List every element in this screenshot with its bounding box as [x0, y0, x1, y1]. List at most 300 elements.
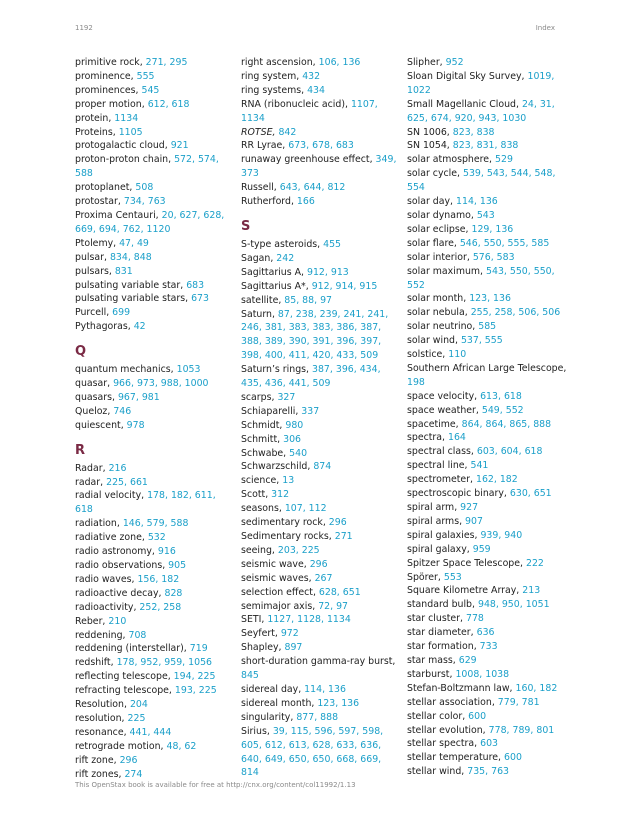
- index-term: semimajor axis,: [241, 600, 319, 612]
- index-page-links[interactable]: 823, 831, 838: [452, 140, 519, 152]
- index-page-links[interactable]: 978: [126, 419, 145, 431]
- index-entry: [241, 139, 401, 153]
- index-term: spectrometer,: [407, 474, 476, 486]
- index-entry: [407, 515, 572, 529]
- index-term: Seyfert,: [241, 628, 281, 640]
- index-entry: [241, 683, 401, 697]
- index-term: Sagittarius A*,: [241, 280, 312, 292]
- index-entry: [407, 459, 572, 473]
- index-entry: [241, 474, 401, 488]
- index-entry: [75, 306, 235, 320]
- index-entry: [241, 70, 401, 84]
- index-term: seeing,: [241, 544, 278, 556]
- index-page-links[interactable]: 980: [285, 419, 304, 431]
- index-page-links[interactable]: 267: [314, 572, 333, 584]
- index-entry: [75, 587, 235, 601]
- index-term: solstice,: [407, 349, 449, 361]
- index-term: Proteins,: [75, 126, 119, 138]
- index-page-links[interactable]: 216: [108, 462, 127, 474]
- index-term: stellar color,: [407, 710, 469, 722]
- index-page-links[interactable]: 24, 31, 625, 674, 920, 943, 1030: [407, 98, 555, 124]
- index-entry: [407, 626, 572, 640]
- index-page-links[interactable]: 106, 136: [318, 57, 361, 68]
- index-entry: [241, 308, 401, 364]
- index-page-links[interactable]: 735, 763: [467, 766, 509, 778]
- index-term: spectral class,: [407, 446, 477, 458]
- index-entry: [241, 363, 401, 391]
- index-term: reflecting telescope,: [75, 671, 174, 683]
- index-term: proton-proton chain,: [75, 154, 175, 166]
- index-term: stellar wind,: [407, 766, 468, 778]
- index-page-links[interactable]: 779, 781: [497, 696, 540, 708]
- index-term: Radar,: [75, 462, 109, 474]
- index-entry: [241, 252, 401, 266]
- index-term: Slipher,: [407, 57, 446, 68]
- index-entry: [75, 279, 235, 293]
- index-page-links[interactable]: 967, 981: [117, 391, 160, 403]
- index-page-links[interactable]: 630, 651: [509, 488, 552, 500]
- index-term: star mass,: [407, 654, 459, 666]
- index-entry: [407, 737, 572, 751]
- index-entry: [75, 726, 235, 740]
- index-page-links[interactable]: 600: [468, 710, 487, 722]
- index-page-links[interactable]: 912, 913: [307, 266, 349, 278]
- index-page-links[interactable]: 508: [135, 182, 154, 194]
- index-page-links[interactable]: 114, 136: [456, 196, 498, 208]
- index-page-links[interactable]: 156, 182: [137, 573, 180, 585]
- index-term: Reber,: [75, 615, 109, 627]
- index-page-links[interactable]: 532: [147, 532, 166, 544]
- footer-note: This OpenStax book is available for free at http://cnx.org/content/col11992/1.13: [75, 781, 356, 789]
- index-term: solar atmosphere,: [407, 154, 496, 166]
- index-page-links[interactable]: 194, 225: [173, 671, 216, 683]
- index-term: selection effect,: [241, 586, 319, 598]
- index-term: solar day,: [407, 196, 457, 208]
- index-page-links[interactable]: 600: [504, 752, 522, 764]
- index-page-links[interactable]: 42: [133, 321, 146, 333]
- index-entry: [407, 237, 572, 251]
- index-entry: [407, 292, 572, 306]
- index-page-links[interactable]: 959: [472, 543, 491, 555]
- index-entry: [241, 447, 401, 461]
- index-page-links[interactable]: 673, 678, 683: [288, 140, 354, 152]
- index-page-links[interactable]: 555: [136, 70, 155, 82]
- index-entry: [75, 363, 235, 377]
- index-page-links[interactable]: 845: [241, 670, 259, 682]
- index-term: Pythagoras,: [75, 321, 134, 333]
- index-entry: [75, 740, 235, 754]
- index-term: solar interior,: [407, 251, 473, 263]
- index-page-links[interactable]: 734, 763: [123, 196, 166, 208]
- index-page-links[interactable]: 271, 295: [145, 57, 188, 68]
- index-entry: [407, 265, 572, 293]
- index-term: stellar evolution,: [407, 724, 489, 736]
- index-page-links[interactable]: 129, 136: [471, 223, 514, 235]
- index-term: spiral arms,: [407, 515, 466, 527]
- index-page-links[interactable]: 834, 848: [109, 251, 152, 263]
- index-column-2: [241, 56, 401, 780]
- index-term: radioactive decay,: [75, 587, 165, 599]
- index-term: pulsating variable stars,: [75, 293, 192, 305]
- index-entry: [241, 627, 401, 641]
- index-term: seismic waves,: [241, 572, 315, 584]
- index-page-links[interactable]: 306: [283, 433, 302, 445]
- index-page-links[interactable]: 198: [407, 376, 425, 388]
- index-page-links[interactable]: 877, 888: [296, 711, 339, 723]
- index-term: Square Kilometre Array,: [407, 585, 523, 597]
- index-page-links[interactable]: 47, 49: [119, 237, 149, 249]
- index-term: pulsars,: [75, 265, 115, 277]
- index-page-links[interactable]: 1127, 1128, 1134: [267, 614, 351, 626]
- index-entry: [241, 488, 401, 502]
- index-page-links[interactable]: 540: [289, 447, 308, 459]
- index-page-links[interactable]: 629: [458, 654, 477, 666]
- index-page-links[interactable]: 434: [307, 84, 325, 96]
- index-term: right ascension,: [241, 57, 319, 68]
- index-page-links[interactable]: 673: [191, 293, 209, 305]
- index-page-links[interactable]: 643, 644, 812: [279, 182, 346, 194]
- index-term: solar flare,: [407, 237, 460, 249]
- index-term: Saturn,: [241, 308, 278, 320]
- index-term: space velocity,: [407, 390, 481, 402]
- index-page-links[interactable]: 1134: [114, 112, 139, 124]
- index-entry: [407, 682, 572, 696]
- index-page-links[interactable]: 545: [141, 84, 160, 96]
- index-entry: [75, 139, 235, 153]
- index-page-links[interactable]: 916: [157, 546, 176, 558]
- index-entry: [407, 153, 572, 167]
- index-page-links[interactable]: 160, 182: [515, 682, 558, 694]
- index-page-links[interactable]: 337: [301, 405, 320, 417]
- index-page-links[interactable]: 193, 225: [174, 685, 217, 697]
- index-page-links[interactable]: 828: [164, 587, 183, 599]
- index-entry: [407, 98, 572, 126]
- index-page-links[interactable]: 541: [470, 460, 489, 472]
- index-page-links[interactable]: 585: [478, 321, 497, 333]
- index-page-links[interactable]: 546, 550, 555, 585: [459, 237, 550, 249]
- index-entry: [75, 670, 235, 684]
- index-term: Schmitt,: [241, 433, 284, 445]
- index-entry: [241, 84, 401, 98]
- index-page-links[interactable]: 864, 864, 865, 888: [461, 418, 552, 430]
- index-page-links[interactable]: 252, 258: [139, 601, 182, 613]
- index-entry: [407, 571, 572, 585]
- index-term: radar,: [75, 476, 107, 488]
- index-term: satellite,: [241, 294, 285, 306]
- index-term: sidereal month,: [241, 697, 318, 709]
- index-page-links[interactable]: 107, 112: [284, 503, 327, 515]
- index-entry: [241, 391, 401, 405]
- index-page-links[interactable]: 842: [278, 126, 297, 138]
- index-entry: [407, 56, 572, 70]
- index-term: quiescent,: [75, 419, 127, 431]
- index-term: sedimentary rock,: [241, 517, 329, 529]
- index-entry: [75, 754, 235, 768]
- index-entry: [75, 462, 235, 476]
- index-entry: [241, 433, 401, 447]
- index-term: radiative zone,: [75, 532, 148, 544]
- index-entry: [407, 348, 572, 362]
- index-page-links[interactable]: 178, 952, 959, 1056: [116, 657, 212, 669]
- index-term: proper motion,: [75, 98, 148, 110]
- index-page-links[interactable]: 778, 789, 801: [488, 724, 555, 736]
- index-page-links[interactable]: 778: [465, 613, 484, 625]
- index-page-links[interactable]: 20, 627, 628, 669, 694, 762, 1120: [75, 209, 225, 235]
- index-entry: [241, 516, 401, 530]
- index-page-links[interactable]: 296: [328, 517, 347, 529]
- index-page-links[interactable]: 708: [128, 629, 147, 641]
- index-term: spiral arm,: [407, 502, 461, 513]
- index-page-links[interactable]: 921: [170, 140, 189, 152]
- index-page-links[interactable]: 823, 838: [452, 126, 495, 138]
- index-term: pulsating variable star,: [75, 279, 187, 291]
- index-page-links[interactable]: 110: [448, 349, 467, 361]
- index-entry: [407, 251, 572, 265]
- index-entry: [407, 584, 572, 598]
- index-entry: [407, 751, 572, 765]
- index-page-links[interactable]: 912, 914, 915: [311, 280, 378, 292]
- index-page-links[interactable]: 966, 973, 988, 1000: [113, 378, 209, 390]
- index-page-links[interactable]: 539, 543, 544, 548, 554: [407, 168, 556, 194]
- index-entry: [75, 237, 235, 251]
- index-term: spectral line,: [407, 460, 471, 472]
- index-page-links[interactable]: 952: [445, 57, 464, 68]
- index-page-links[interactable]: 543: [476, 209, 495, 221]
- index-page-links[interactable]: 972: [280, 628, 299, 640]
- index-page-links[interactable]: 327: [277, 391, 296, 403]
- index-entry: [407, 223, 572, 237]
- index-page-links[interactable]: 603: [480, 738, 499, 750]
- index-page-links[interactable]: 225, 661: [106, 476, 148, 488]
- index-entry: [75, 559, 235, 573]
- index-term: SN 1054,: [407, 140, 453, 152]
- index-page-links[interactable]: 572, 574, 588: [75, 154, 219, 180]
- index-entry: [75, 56, 235, 70]
- index-entry: [75, 112, 235, 126]
- index-entry: [241, 572, 401, 586]
- index-letter-heading: R: [75, 442, 86, 458]
- index-letter-heading: Q: [75, 344, 87, 360]
- index-page-links[interactable]: 907: [465, 515, 483, 527]
- index-page-links[interactable]: 529: [495, 154, 513, 166]
- index-page-links[interactable]: 39, 115, 596, 597, 598, 605, 612, 613, 628, 633, 636, 640, 649, 650, 650, 668, 669, 814: [241, 725, 384, 779]
- index-page-links[interactable]: 225: [127, 712, 146, 724]
- index-entry: [241, 153, 401, 181]
- index-entry: [241, 711, 401, 725]
- index-term: Ptolemy,: [75, 237, 120, 249]
- index-term: retrograde motion,: [75, 740, 167, 752]
- index-entry: [241, 544, 401, 558]
- index-term: stellar temperature,: [407, 752, 505, 764]
- index-page-links[interactable]: 274: [124, 768, 143, 780]
- index-entry: [241, 419, 401, 433]
- index-page-links[interactable]: 543, 550, 550, 552: [407, 265, 555, 291]
- index-page-links[interactable]: 537, 555: [460, 335, 503, 347]
- index-entry: [241, 98, 401, 126]
- index-page-links[interactable]: 349, 373: [241, 154, 397, 180]
- index-entry: [407, 404, 572, 418]
- index-term: Rutherford,: [241, 196, 297, 208]
- index-page-links[interactable]: 613, 618: [480, 390, 522, 402]
- index-term: protostar,: [75, 196, 124, 208]
- index-entry: [75, 126, 235, 140]
- index-term: spiral galaxies,: [407, 529, 481, 541]
- index-term: primitive rock,: [75, 57, 146, 68]
- index-page-links[interactable]: 455: [323, 238, 342, 250]
- index-page-links[interactable]: 210: [108, 615, 127, 627]
- index-page-links[interactable]: 683: [186, 279, 205, 291]
- index-page-links[interactable]: 271: [334, 531, 353, 542]
- index-entry: [75, 320, 235, 334]
- index-term: Queloz,: [75, 405, 114, 417]
- index-entry: [241, 641, 401, 655]
- index-page-links[interactable]: 123, 136: [469, 293, 511, 305]
- index-entry: [407, 139, 572, 153]
- index-page-links[interactable]: 1053: [176, 364, 201, 376]
- index-term: Spörer,: [407, 571, 444, 583]
- index-term: Spitzer Space Telescope,: [407, 557, 526, 569]
- index-term: Schmidt,: [241, 419, 286, 431]
- index-entry: [75, 656, 235, 670]
- index-entry: [407, 487, 572, 501]
- index-page-links[interactable]: 296: [309, 558, 328, 570]
- index-entry: [75, 601, 235, 615]
- section-title: Index: [535, 24, 555, 32]
- index-term: Southern African Large Telescope,: [407, 362, 567, 374]
- index-page-links[interactable]: 719: [189, 643, 208, 655]
- index-page-links[interactable]: 296: [119, 754, 138, 766]
- index-term: radiation,: [75, 518, 123, 530]
- index-page-links[interactable]: 242: [276, 252, 295, 264]
- index-entry: [407, 70, 572, 98]
- index-page-links[interactable]: 48, 62: [166, 740, 197, 752]
- index-entry: [75, 489, 235, 517]
- index-page-links[interactable]: 1019, 1022: [407, 70, 555, 96]
- index-entry: [407, 195, 572, 209]
- index-page-links[interactable]: 204: [129, 699, 148, 711]
- index-page-links[interactable]: 603, 604, 618: [476, 446, 543, 458]
- index-page-links[interactable]: 166: [296, 196, 315, 208]
- index-letter-heading: S: [241, 218, 251, 234]
- index-term: redshift,: [75, 657, 117, 669]
- index-term: reddening,: [75, 629, 129, 641]
- index-entry: [407, 126, 572, 140]
- index-term: protogalactic cloud,: [75, 140, 171, 152]
- index-entry: [407, 724, 572, 738]
- index-page-links[interactable]: 576, 583: [472, 251, 515, 263]
- index-entry: [75, 209, 235, 237]
- index-page-links[interactable]: 203, 225: [277, 544, 320, 556]
- index-page-links[interactable]: 123, 136: [317, 697, 360, 709]
- index-entry: [75, 615, 235, 629]
- index-page-links[interactable]: 213: [522, 585, 541, 597]
- index-entry: [241, 56, 401, 70]
- index-page-links[interactable]: 831: [114, 265, 133, 277]
- index-term: resolution,: [75, 712, 128, 724]
- index-page-links[interactable]: 13: [282, 475, 295, 487]
- index-entry: [407, 612, 572, 626]
- index-page-links[interactable]: 612, 618: [147, 98, 190, 110]
- index-term: solar maximum,: [407, 265, 487, 277]
- index-term: prominences,: [75, 84, 142, 96]
- index-entry: [75, 629, 235, 643]
- index-entry: [407, 640, 572, 654]
- index-page-links[interactable]: 905: [168, 560, 187, 571]
- index-page-links[interactable]: 733: [479, 641, 498, 653]
- index-entry: [407, 431, 572, 445]
- index-page-links[interactable]: 432: [302, 70, 321, 82]
- index-entry: [241, 600, 401, 614]
- index-entry: [407, 654, 572, 668]
- index-term: solar nebula,: [407, 307, 471, 319]
- index-page-links[interactable]: 746: [113, 405, 132, 417]
- index-entry: [407, 320, 572, 334]
- index-page-links[interactable]: 387, 396, 434, 435, 436, 441, 509: [241, 364, 381, 390]
- index-term: radioactivity,: [75, 601, 140, 613]
- index-page-links[interactable]: 1107, 1134: [241, 98, 378, 124]
- index-entry: [241, 126, 401, 140]
- index-entry: [75, 98, 235, 112]
- index-page-links[interactable]: 948, 950, 1051: [477, 599, 550, 611]
- index-entry: [75, 712, 235, 726]
- index-term: radio astronomy,: [75, 546, 158, 558]
- index-term: Stefan-Boltzmann law,: [407, 682, 516, 694]
- index-term: starburst,: [407, 668, 456, 680]
- index-page-links[interactable]: 164: [448, 432, 466, 444]
- index-page-links[interactable]: 636: [476, 627, 495, 639]
- index-page-links[interactable]: 1008, 1038: [455, 668, 510, 680]
- index-term: prominence,: [75, 70, 137, 82]
- index-entry: [407, 696, 572, 710]
- index-page-links[interactable]: 441, 444: [129, 726, 172, 738]
- index-term: protoplanet,: [75, 182, 136, 194]
- index-page-links[interactable]: 699: [112, 307, 131, 319]
- index-entry: [407, 598, 572, 612]
- index-page-links[interactable]: 897: [284, 642, 303, 654]
- index-page-links[interactable]: 87, 238, 239, 241, 241, 246, 381, 383, 383, 386, 387, 388, 389, 390, 391, 396, 397, 398, 400, 411, 420, 433, 509: [241, 308, 389, 362]
- index-term: rift zones,: [75, 768, 125, 780]
- index-page-links[interactable]: 939, 940: [480, 529, 523, 541]
- index-entry: [75, 573, 235, 587]
- index-entry: [75, 265, 235, 279]
- index-term: Schwabe,: [241, 447, 290, 459]
- index-page-links[interactable]: 255, 258, 506, 506: [470, 307, 561, 319]
- index-page-links[interactable]: 549, 552: [481, 404, 524, 416]
- index-term: solar dynamo,: [407, 209, 477, 221]
- index-page-links[interactable]: 72, 97: [318, 600, 349, 612]
- index-entry: [241, 294, 401, 308]
- index-page-links[interactable]: 114, 136: [304, 683, 346, 695]
- index-page-links[interactable]: 85, 88, 97: [284, 294, 333, 306]
- index-page-links[interactable]: 222: [525, 557, 544, 569]
- index-page-links[interactable]: 178, 182, 611, 618: [75, 490, 216, 516]
- index-page-links[interactable]: 628, 651: [318, 586, 361, 598]
- index-term: RR Lyrae,: [241, 140, 289, 152]
- index-term: singularity,: [241, 711, 297, 723]
- index-term: seasons,: [241, 503, 285, 515]
- index-page-links[interactable]: 1105: [118, 126, 143, 138]
- index-entry: [241, 655, 401, 683]
- index-term: Shapley,: [241, 642, 285, 654]
- index-page-links[interactable]: 553: [443, 571, 462, 583]
- index-page-links[interactable]: 146, 579, 588: [122, 518, 189, 530]
- index-page-links[interactable]: 312: [271, 489, 290, 501]
- index-term: runaway greenhouse effect,: [241, 154, 376, 166]
- index-page-links[interactable]: 162, 182: [475, 474, 518, 486]
- index-entry: [241, 181, 401, 195]
- index-page-links[interactable]: 874: [313, 461, 332, 473]
- index-page-links[interactable]: 927: [460, 502, 479, 513]
